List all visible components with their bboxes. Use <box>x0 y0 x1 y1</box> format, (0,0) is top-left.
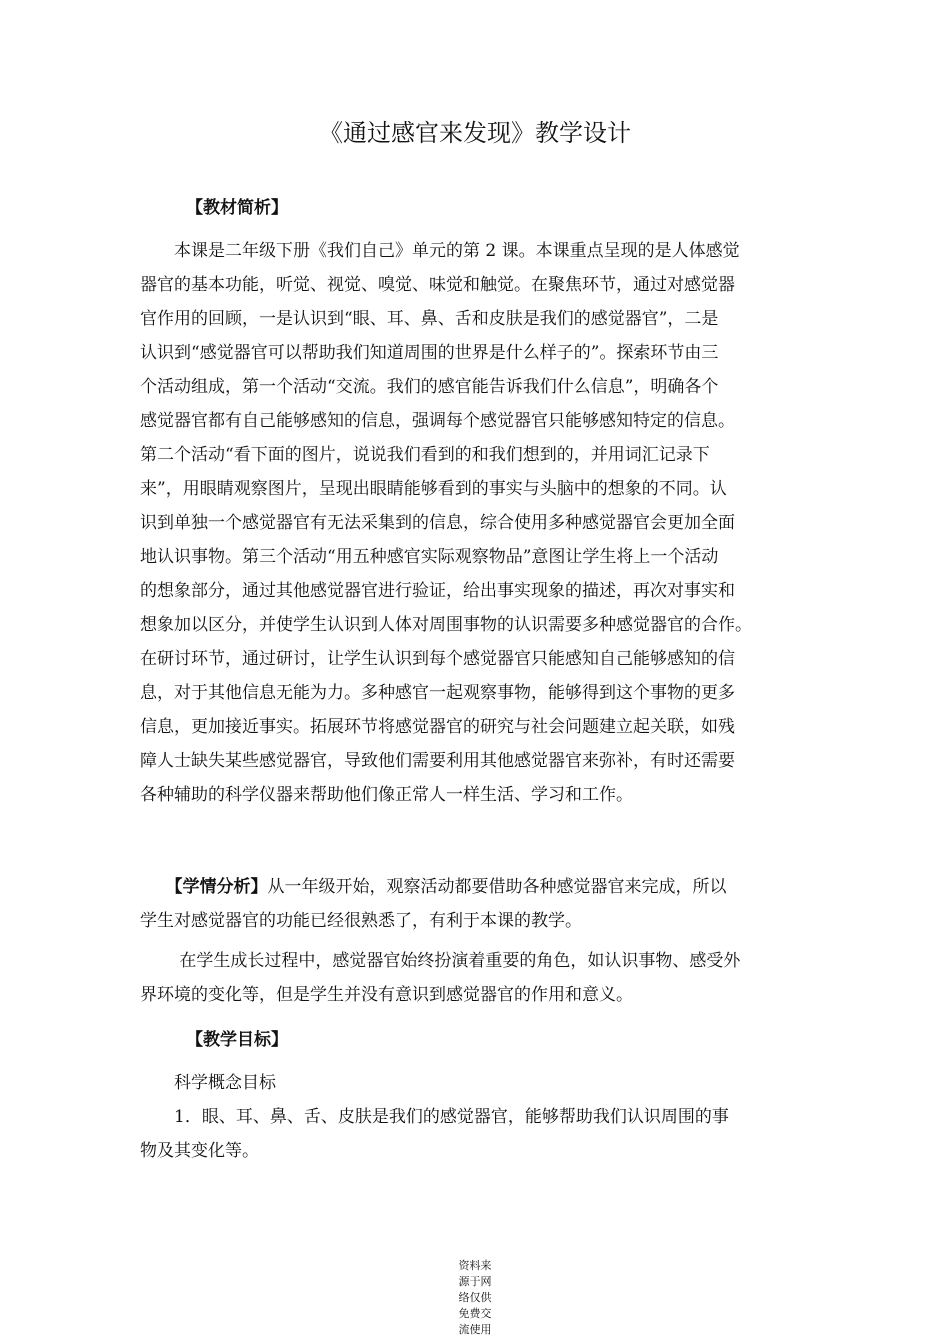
section-heading-learner-analysis: 【学情分析】 <box>174 877 268 897</box>
paragraph-line <box>140 870 840 904</box>
paragraph-line: 地认识事物。第三个活动“用五种感官实际观察物品”意图让学生将上一个活动 <box>140 547 719 567</box>
paragraph-line: 在研讨环节，通过研讨，让学生认识到每个感觉器官只能感知自己能够感知的信 <box>140 649 735 669</box>
paragraph-line: 学生对感觉器官的功能已经很熟悉了，有利于本课的教学。 <box>140 911 582 931</box>
footer-line: 络仅供 <box>458 1291 492 1304</box>
document-title: 《通过感官来发现》教学设计 <box>319 119 631 147</box>
learner-analysis-paragraph <box>140 870 840 938</box>
paragraph-line: 个活动组成，第一个活动“交流。我们的感官能告诉我们什么信息”，明确各个 <box>140 377 719 397</box>
paragraph-line: 想象加以区分，并使学生认识到人体对周围事物的认识需要多种感觉器官的合作。 <box>140 615 752 635</box>
paragraph-line: 各种辅助的科学仪器来帮助他们像正常人一样生活、学习和工作。 <box>140 785 633 805</box>
footer-note <box>0 1258 950 1338</box>
paragraph-line: 来”，用眼睛观察图片，呈现出眼睛能够看到的事实与头脑中的想象的不同。认 <box>140 479 727 499</box>
paragraph-line: 官作用的回顾，一是认识到“眼、耳、鼻、舌和皮肤是我们的感觉器官”，二是 <box>140 309 719 329</box>
goal-item-line: 1．眼、耳、鼻、舌、皮肤是我们的感觉器官，能够帮助我们认识周围的事 <box>140 1107 729 1127</box>
paragraph-line: 信息，更加接近事实。拓展环节将感觉器官的研究与社会问题建立起关联，如残 <box>140 717 735 737</box>
section-heading-textbook-analysis: 【教材简析】 <box>186 198 288 218</box>
footer-line: 免费交 <box>458 1307 492 1320</box>
paragraph-line: 认识到“感觉器官可以帮助我们知道周围的世界是什么样子的”。探索环节由三 <box>140 343 719 363</box>
footer-line: 流使用 <box>458 1323 492 1336</box>
textbook-analysis-paragraph <box>140 234 840 812</box>
paragraph-line: 障人士缺失某些感觉器官，导致他们需要利用其他感觉器官来弥补，有时还需要 <box>140 751 735 771</box>
paragraph-line: 界环境的变化等，但是学生并没有意识到感觉器官的作用和意义。 <box>140 985 633 1005</box>
paragraph-line: 器官的基本功能，听觉、视觉、嗅觉、味觉和触觉。在聚焦环节，通过对感觉器 <box>140 275 735 295</box>
footer-line: 资料来 <box>458 1259 492 1272</box>
paragraph-line: 在学生成长过程中，感觉器官始终扮演着重要的角色，如认识事物、感受外 <box>140 951 741 971</box>
learner-growth-paragraph <box>140 944 840 1012</box>
paragraph-line: 息，对于其他信息无能为力。多种感官一起观察事物，能够得到这个事物的更多 <box>140 683 735 703</box>
goal-item-line: 物及其变化等。 <box>140 1141 259 1161</box>
teaching-goals-content <box>140 1066 840 1168</box>
paragraph-line: 感觉器官都有自己能够感知的信息，强调每个感觉器官只能够感知特定的信息。 <box>140 411 735 431</box>
section-heading-teaching-goals: 【教学目标】 <box>186 1030 288 1050</box>
paragraph-line: 第二个活动“看下面的图片，说说我们看到的和我们想到的，并用词汇记录下 <box>140 445 710 465</box>
paragraph-line: 本课是二年级下册《我们自己》单元的第 2 课。本课重点呈现的是人体感觉 <box>140 241 740 261</box>
footer-line: 源于网 <box>458 1275 492 1288</box>
paragraph-line: 的想象部分，通过其他感觉器官进行验证，给出事实现象的描述，再次对事实和 <box>140 581 735 601</box>
subheading-science-concept: 科学概念目标 <box>140 1073 276 1093</box>
paragraph-line: 识到单独一个感觉器官有无法采集到的信息，综合使用多种感觉器官会更加全面 <box>140 513 735 533</box>
paragraph-text: 从一年级开始，观察活动都要借助各种感觉器官来完成，所以 <box>267 877 727 897</box>
